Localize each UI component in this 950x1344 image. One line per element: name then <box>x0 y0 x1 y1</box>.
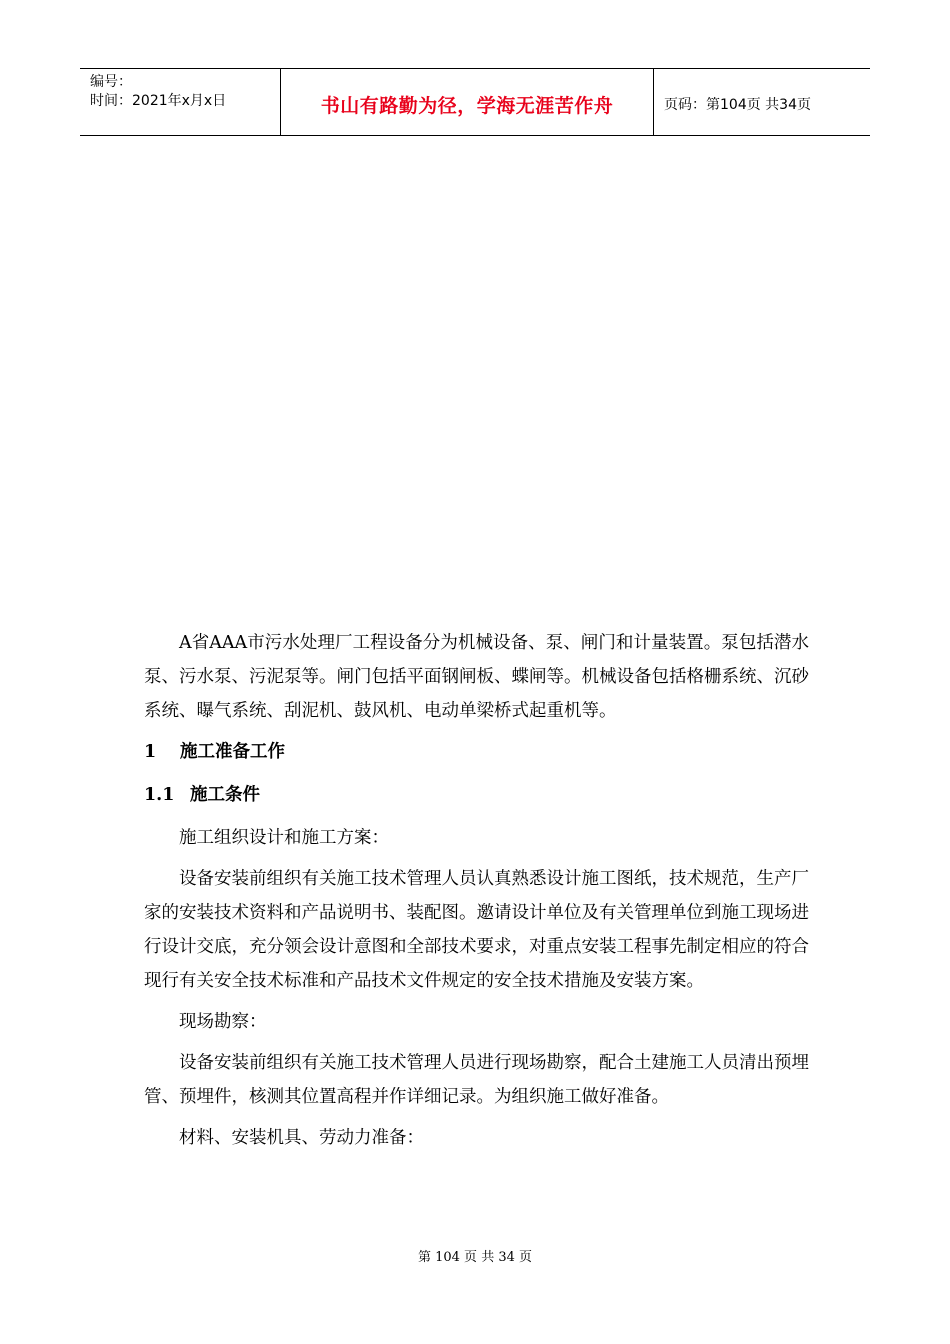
paragraph-design-plan: 施工组织设计和施工方案： <box>179 828 389 848</box>
paragraph-materials: 材料、安装机具、劳动力准备： <box>179 1128 424 1148</box>
header-page-cell <box>654 69 870 135</box>
header-left-cell <box>80 69 281 135</box>
document-body <box>144 626 809 1162</box>
paragraph-site-survey: 现场勘察： <box>179 1012 267 1032</box>
paragraph-design-detail: 设备安装前组织有关施工技术管理人员认真熟悉设计施工图纸，技术规范，生产厂家的安装技术资料和产品说明书、装配图。邀请设计单位及有关管理单位到施工现场进行设计交底，充分领会设计意图和全部技术要求，对重点安装工程事先制定相应的符合现行有关安全技术标准和产品技术文件规定的安全技术措施及安装方案。 <box>144 869 809 991</box>
paragraph-intro: A省AAA市污水处理厂工程设备分为机械设备、泵、闸门和计量装置。泵包括潜水泵、污水泵、污泥泵等。闸门包括平面钢闸板、蝶闸等。机械设备包括格栅系统、沉砂系统、曝气系统、刮泥机、鼓风机、电动单梁桥式起重机等。 <box>144 633 809 721</box>
section-heading-1-1 <box>144 778 809 812</box>
page-footer: 第 104 页 共 34 页 <box>417 1250 533 1265</box>
header-motto-cell <box>281 69 654 135</box>
heading-number: 1 <box>144 742 157 762</box>
date-label: 时间：2021年x月x日 <box>90 93 227 109</box>
heading-number: 1.1 <box>144 785 175 805</box>
section-heading-1 <box>144 735 809 769</box>
page-header <box>80 68 870 136</box>
number-label: 编号： <box>90 74 132 90</box>
header-page-label: 页码：第104页 共34页 <box>664 97 811 113</box>
paragraph-survey-detail: 设备安装前组织有关施工技术管理人员进行现场勘察，配合土建施工人员清出预埋管、预埋件，核测其位置高程并作详细记录。为组织施工做好准备。 <box>144 1053 809 1107</box>
heading-text: 施工条件 <box>190 785 260 805</box>
motto-text: 书山有路勤为径，学海无涯苦作舟 <box>320 94 614 117</box>
heading-text: 施工准备工作 <box>180 742 285 762</box>
